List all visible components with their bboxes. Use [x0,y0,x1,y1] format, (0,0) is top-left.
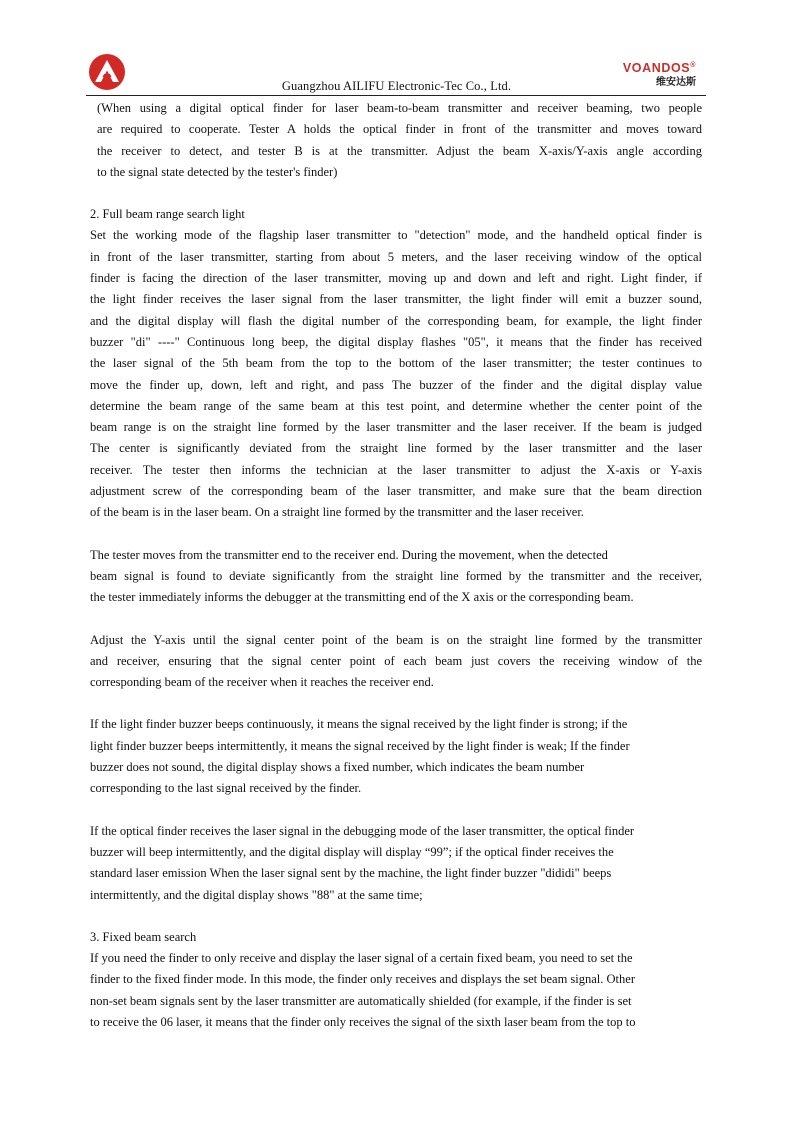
text-line: If the optical finder receives the laser signal in the debugging mode of the laser transmitter, the optical finder [90,823,635,838]
text-line: Adjust the Y-axis until the signal center point of the beam is on the straight line formed by the transmitter [90,632,702,647]
document-body [90,98,702,1033]
text-line: buzzer does not sound, the digital display shows a fixed number, which indicates the beam number [90,760,585,775]
text-line: move the finder up, down, left and right, and pass The buzzer of the finder and the digital display value [90,377,702,392]
text-line: of the beam is in the laser beam. On a straight line formed by the transmitter and the laser receiver. [90,505,584,520]
text-line: standard laser emission When the laser signal sent by the machine, the light finder buzzer "dididi" beeps [90,866,612,881]
paragraph-adjust-y-axis [90,630,702,694]
paragraph-debugging-mode [90,821,702,906]
text-line: If the light finder buzzer beeps continuously, it means the signal received by the light finder is strong; if the [90,717,628,732]
text-line: finder is facing the direction of the laser transmitter, moving up and down and left and right. Light finder, if [90,271,702,286]
text-line: adjustment screw of the corresponding beam of the laser transmitter, and make sure that the beam direction [90,484,702,499]
registered-mark: ® [690,62,696,69]
text-line: intermittently, and the digital display shows "88" at the same time; [90,887,423,902]
section-3-heading: 3. Fixed beam search [90,929,197,944]
header-divider [86,95,706,96]
text-line: If you need the finder to only receive and display the laser signal of a certain fixed beam, you need to set the [90,951,633,966]
text-line: and the digital display will flash the digital number of the corresponding beam, for example, the light finder [90,313,702,328]
brand-name-cn: 维安达斯 [656,77,696,88]
text-line: are required to cooperate. Tester A holds the optical finder in front of the transmitter and moves toward [97,122,702,137]
text-line: (When using a digital optical finder for laser beam-to-beam transmitter and receiver beaming, two people [97,101,702,115]
text-line: in front of the laser transmitter, starting from about 5 meters, and the laser receiving window of the optical [90,249,702,264]
text-line: determine the beam range of the same beam at this test point, and determine whether the center point of the [90,398,702,413]
company-name: Guangzhou AILIFU Electronic-Tec Co., Ltd. [281,79,512,93]
text-line: and receiver, ensuring that the signal center point of each beam just covers the receiving window of the [90,653,702,668]
text-line: light finder buzzer beeps intermittently, it means the signal received by the light finder is weak; If the finder [90,738,630,753]
brand-name-text: VOANDOS [622,61,691,75]
text-line: The center is significantly deviated from the straight line formed by the laser transmitter and the laser [90,441,702,456]
intro-paragraph [90,98,702,183]
text-line: the tester immediately informs the debugger at the transmitting end of the X axis or the corresponding beam. [90,590,634,605]
section-2-heading: 2. Full beam range search light [90,207,245,222]
text-line: Set the working mode of the flagship laser transmitter to "detection" mode, and the handheld optical finder is [90,228,702,243]
text-line: buzzer will beep intermittently, and the digital display will display “99”; if the optical finder receives the [90,844,614,859]
text-line: corresponding to the last signal received by the finder. [90,781,362,796]
text-line: beam range is on the straight line formed by the laser transmitter and the laser receiver. If the beam is judged [90,420,702,435]
section-2 [90,204,702,523]
text-line: beam signal is found to deviate significantly from the straight line formed by the transmitter and the receiver, [90,568,702,583]
text-line: non-set beam signals sent by the laser transmitter are automatically shielded (for example, if the finder is set [90,993,632,1008]
text-line: corresponding beam of the receiver when it reaches the receiver end. [90,675,434,690]
text-line: finder to the fixed finder mode. In this mode, the finder only receives and displays the set beam signal. Other [90,972,635,987]
paragraph-tester-moves [90,545,702,609]
text-line: the receiver to detect, and tester B is at the transmitter. Adjust the beam X-axis/Y-axis angle according [97,143,702,158]
text-line: The tester moves from the transmitter end to the receiver end. During the movement, when the detected [90,547,608,562]
brand-logo [623,61,696,90]
paragraph-buzzer-signal [90,714,702,799]
page-header [0,0,793,100]
text-line: the laser signal of the 5th beam from the top to the bottom of the laser transmitter; the tester continues to [90,356,702,371]
text-line: buzzer "di" ----" Continuous long beep, the digital display flashes "05", it means that the finder has received [90,334,702,349]
text-line: the light finder receives the laser signal from the laser transmitter, the light finder will emit a buzzer sound, [90,292,702,307]
section-3 [90,927,702,1033]
brand-name-en [623,61,696,75]
text-line: to receive the 06 laser, it means that the finder only receives the signal of the sixth laser beam from the top to [90,1014,636,1029]
text-line: receiver. The tester then informs the technician at the laser transmitter to adjust the X-axis or Y-axis [90,462,702,477]
text-line: to the signal state detected by the tester's finder) [97,164,338,179]
